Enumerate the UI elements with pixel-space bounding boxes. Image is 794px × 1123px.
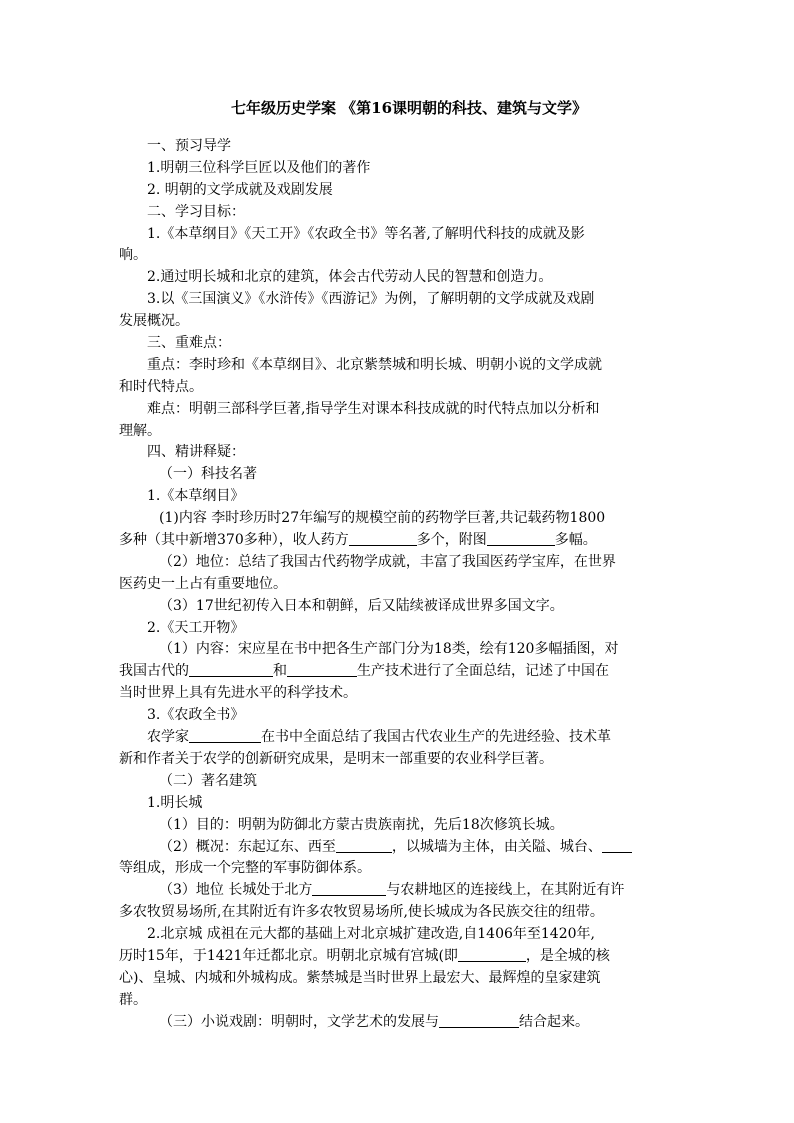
text-segment: 多幅。 [554, 532, 597, 549]
text-segment: （3）地位 长城处于北方 [159, 882, 313, 899]
text-line [119, 968, 675, 990]
text-line [119, 837, 675, 859]
text-line [119, 902, 675, 924]
text-segment: 重点：李时珍和《本草纲目》、北京紫禁城和明长城、明朝小说的文学成就 [147, 356, 602, 373]
text-line [119, 946, 675, 968]
text-segment: 1.《本草纲目》《天工开》《农政全书》等名著,了解明代科技的成就及影 [147, 225, 585, 242]
text-segment: 我国古代的 [119, 663, 189, 680]
document-title: 七年级历史学案 《第16课明朝的科技、建筑与文学》 [230, 99, 588, 117]
text-segment: （2）地位：总结了我国古代药物学成就，丰富了我国医药学宝库，在世界 [159, 553, 616, 570]
text-line [119, 180, 675, 202]
text-line [119, 924, 675, 946]
text-line [119, 289, 675, 311]
text-segment: 3.以《三国演义》《水浒传》《西游记》为例，了解明朝的文学成就及戏剧 [147, 291, 595, 308]
fill-in-blank[interactable] [602, 838, 632, 853]
text-segment: 3.《农政全书》 [147, 707, 245, 724]
fill-in-blank[interactable] [312, 881, 386, 896]
text-segment: 多种（其中新增370多种），收人药方 [119, 532, 349, 549]
text-line [119, 990, 675, 1012]
text-segment: 三、重难点： [147, 335, 231, 352]
text-segment: （一）科技名著 [159, 466, 257, 483]
text-segment: 医药史一上占有重要地位。 [119, 575, 287, 592]
text-line [119, 574, 675, 596]
text-segment: 四、精讲释疑： [147, 444, 245, 461]
text-segment: 1.明朝三位科学巨匠以及他们的著作 [147, 159, 371, 176]
text-line [119, 421, 675, 443]
text-segment: （1）内容：宋应星在书中把各生产部门分为18类，绘有120多幅插图，对 [159, 641, 619, 658]
text-line [119, 880, 675, 902]
text-line [119, 639, 675, 661]
text-line [119, 793, 675, 815]
text-line [119, 530, 675, 552]
text-segment: 2. 明朝的文学成就及戏剧发展 [147, 181, 333, 198]
text-line [119, 158, 675, 180]
text-segment: 理解。 [119, 422, 161, 439]
text-line [119, 136, 675, 158]
text-line [119, 377, 675, 399]
text-segment: (1)内容 李时珍历时27年编写的规模空前的药物学巨著,共记载药物1800 [159, 510, 606, 527]
text-segment: 二、学习目标： [147, 203, 245, 220]
fill-in-blank[interactable] [336, 838, 392, 853]
text-segment: ，以城墙为主体，由关隘、城台、 [391, 838, 602, 855]
text-segment: 2.《天工开物》 [147, 619, 245, 636]
text-segment: ，是全城的核 [525, 947, 610, 964]
fill-in-blank[interactable] [189, 728, 261, 743]
text-segment: 和时代特点。 [119, 378, 203, 395]
text-line [119, 311, 675, 333]
text-line [119, 815, 675, 837]
text-segment: 发展概况。 [119, 313, 189, 330]
text-line [119, 749, 675, 771]
text-line [119, 267, 675, 289]
text-segment: 等组成，形成一个完整的军事防御体系。 [119, 860, 371, 877]
text-segment: （3）17世纪初传入日本和朝鲜，后又陆续被译成世界多国文字。 [159, 597, 564, 614]
text-line [119, 661, 675, 683]
text-line [119, 858, 675, 880]
fill-in-blank[interactable] [349, 531, 417, 546]
text-line [119, 727, 675, 749]
text-line [119, 552, 675, 574]
fill-in-blank[interactable] [287, 662, 357, 677]
text-segment: 和 [273, 663, 287, 680]
text-line [119, 486, 675, 508]
text-line [119, 508, 675, 530]
text-line [119, 771, 675, 793]
text-line [119, 596, 675, 618]
text-line [119, 1012, 675, 1034]
document-body [119, 136, 675, 1034]
text-segment: 一、预习导学 [147, 138, 231, 154]
fill-in-blank[interactable] [439, 1013, 519, 1028]
text-segment: （2）概况：东起辽东、西至 [159, 838, 336, 855]
text-segment: 2.通过明长城和北京的建筑，体会古代劳动人民的智慧和创造力。 [147, 269, 553, 286]
text-line [119, 442, 675, 464]
text-segment: 1.《本草纲目》 [147, 488, 245, 505]
text-segment: 当时世界上具有先进水平的科学技术。 [119, 685, 357, 702]
text-line [119, 683, 675, 705]
text-segment: 难点：明朝三部科学巨著,指导学生对课本科技成就的时代特点加以分析和 [147, 400, 600, 417]
text-segment: 在书中全面总结了我国古代农业生产的先进经验、技术革 [261, 729, 611, 746]
text-segment: 结合起来。 [519, 1013, 589, 1030]
text-segment: 新和作者关于农学的创新研究成果，是明末一部重要的农业科学巨著。 [119, 750, 553, 767]
text-line [119, 705, 675, 727]
text-line [119, 245, 675, 267]
text-segment: （三）小说戏剧：明朝时，文学艺术的发展与 [159, 1013, 439, 1030]
text-line [119, 355, 675, 377]
text-segment: 历时15年，于1421年迁都北京。明朝北京城有宫城(即 [119, 947, 458, 964]
text-segment: 响。 [119, 247, 147, 264]
text-segment: 1.明长城 [147, 794, 203, 811]
fill-in-blank[interactable] [487, 531, 555, 546]
text-line [119, 464, 675, 486]
text-segment: 心)、皇城、内城和外城构成。紫禁城是当时世界上最宏大、最辉煌的皇家建筑 [119, 969, 601, 986]
text-line [119, 333, 675, 355]
text-segment: 与农耕地区的连接线上，在其附近有许 [386, 882, 625, 899]
text-segment: （二）著名建筑 [159, 772, 257, 789]
text-line [119, 618, 675, 640]
text-segment: （1）目的：明朝为防御北方蒙古贵族南扰，先后18次修筑长城。 [159, 816, 564, 833]
fill-in-blank[interactable] [189, 662, 273, 677]
text-segment: 群。 [119, 991, 147, 1008]
text-segment: 农学家 [147, 729, 189, 746]
text-segment: 生产技术进行了全面总结，记述了中国在 [357, 663, 609, 680]
fill-in-blank[interactable] [458, 947, 526, 962]
text-line [119, 224, 675, 246]
text-segment: 多个，附图 [416, 532, 487, 549]
text-line [119, 202, 675, 224]
text-segment: 2.北京城 成祖在元大都的基础上对北京城扩建改造,自1406年至1420年, [147, 926, 595, 943]
text-line [119, 399, 675, 421]
text-segment: 多农牧贸易场所,在其附近有许多农牧贸易场所,使长城成为各民族交往的纽带。 [119, 904, 604, 921]
